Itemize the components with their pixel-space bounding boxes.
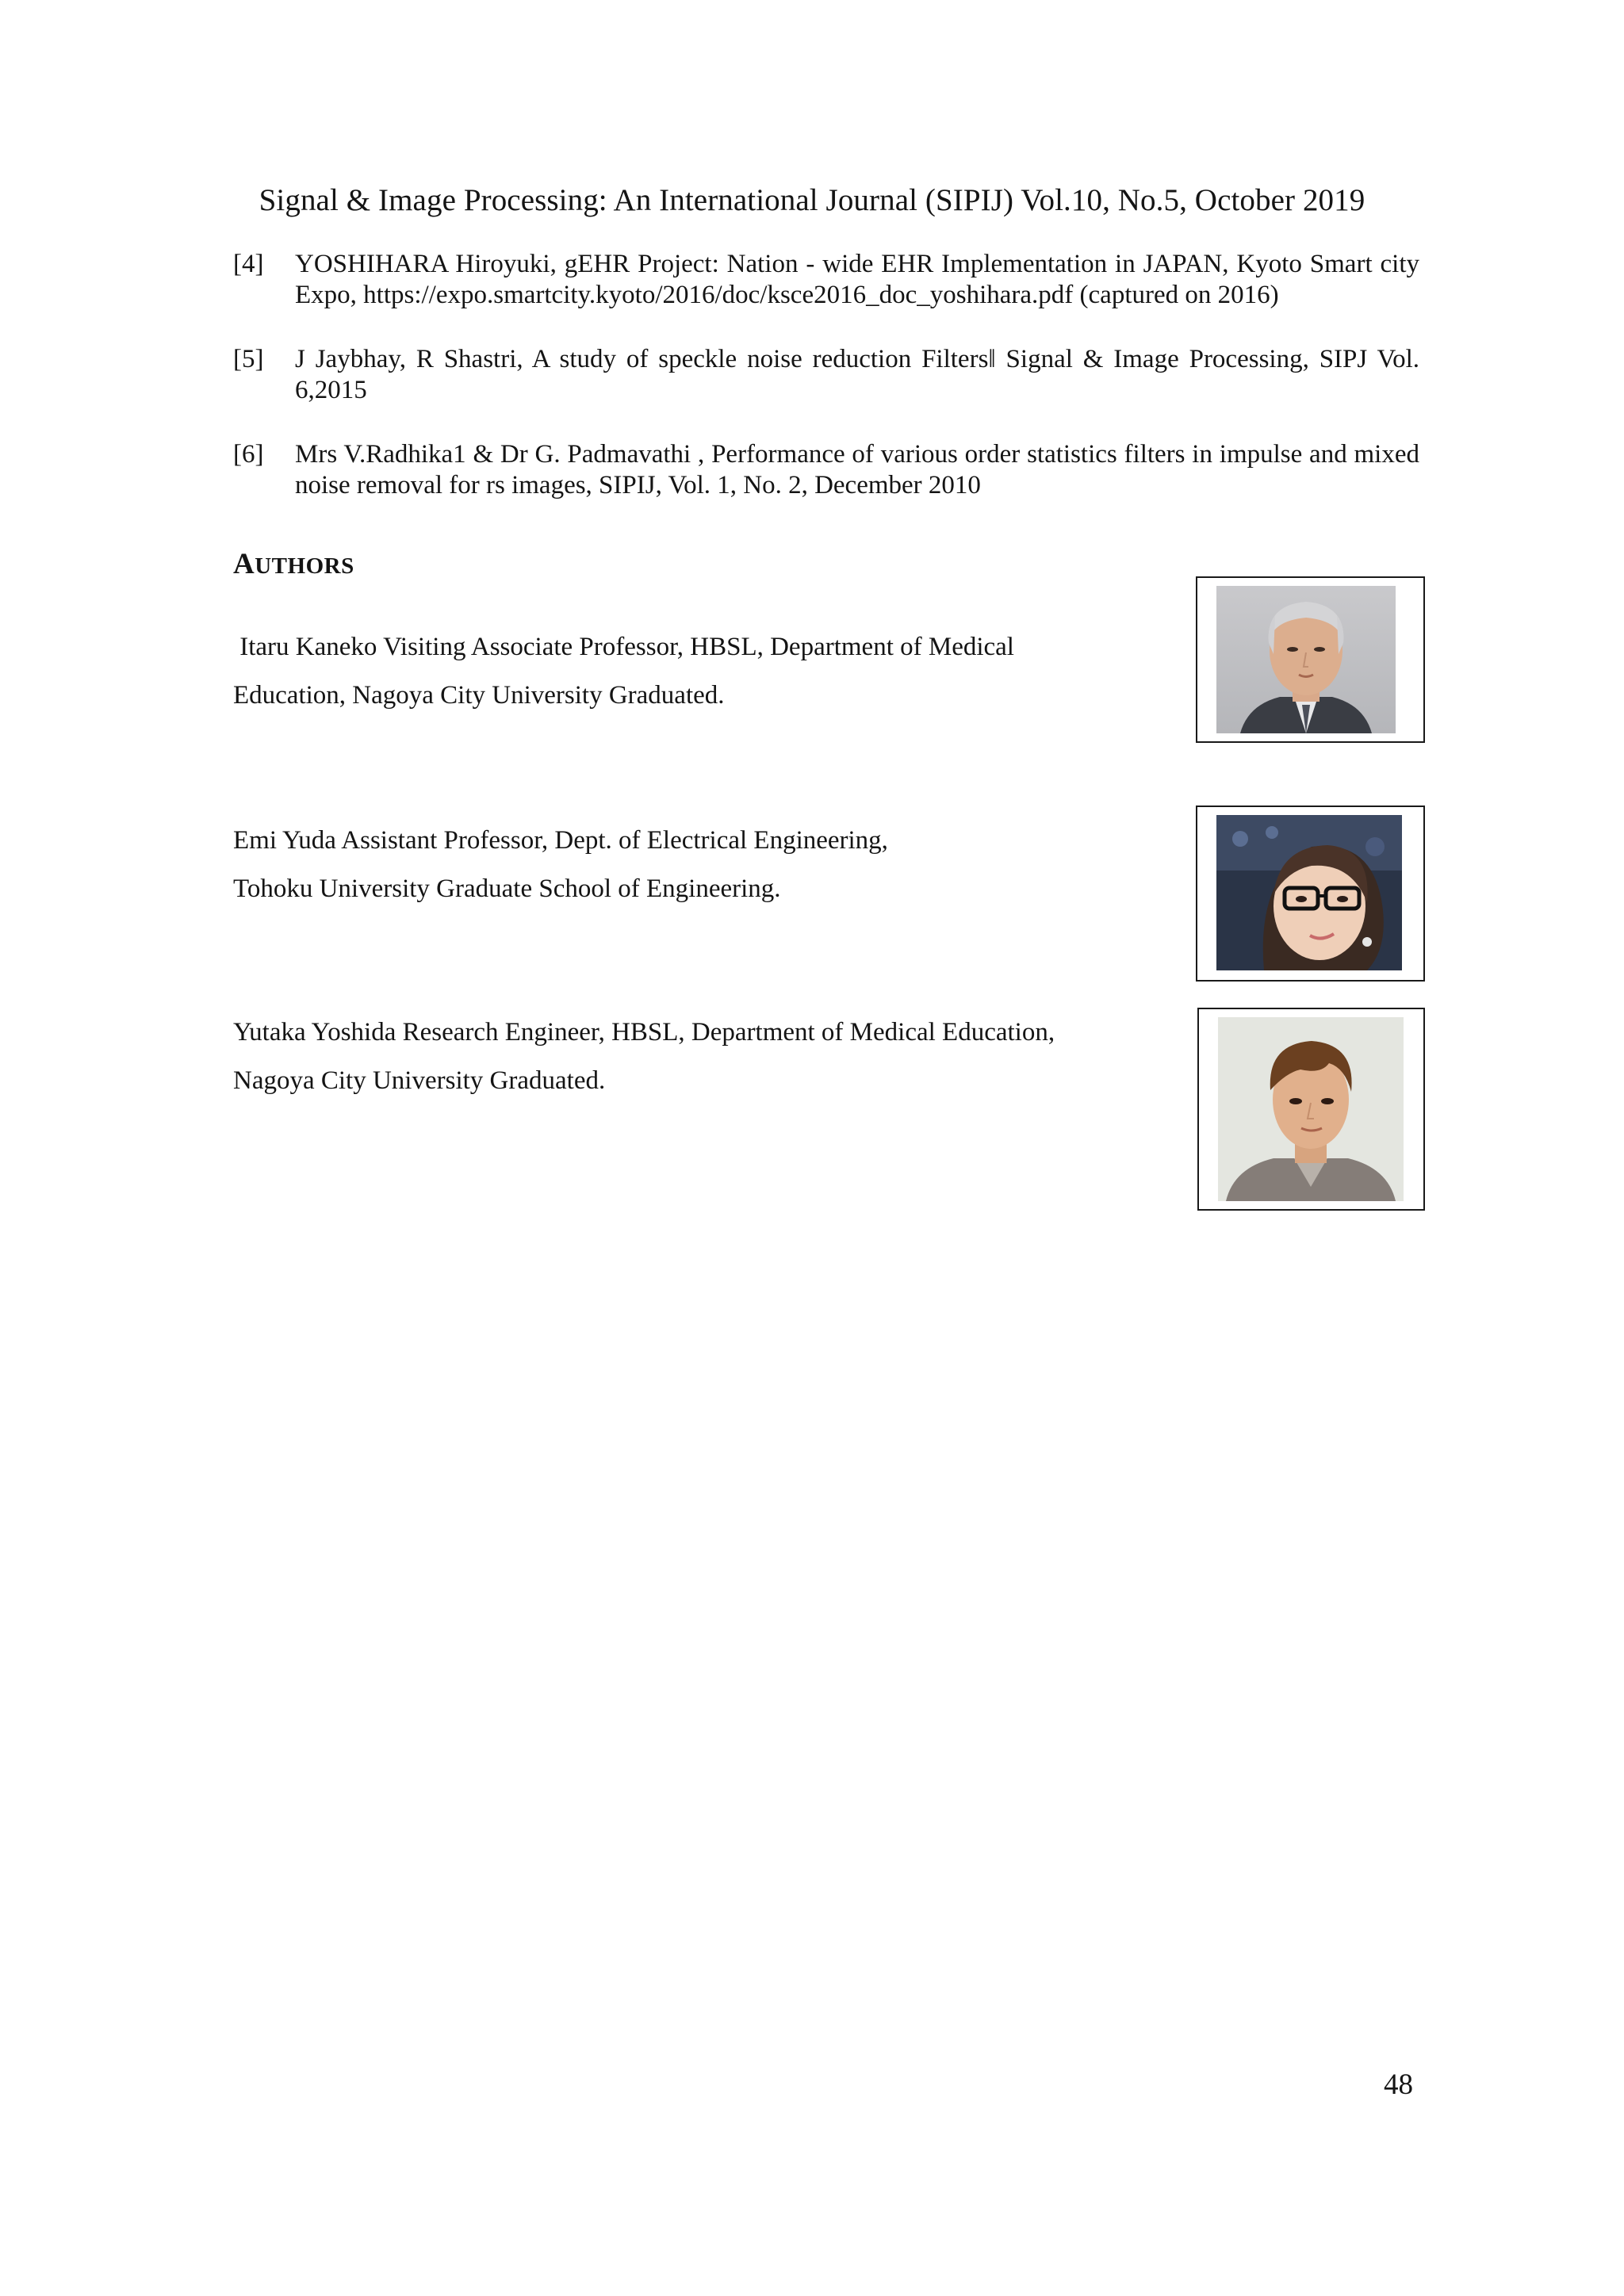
authors-heading [233, 547, 354, 581]
author-bio-line: Education, Nagoya City University Graduated. [233, 681, 725, 710]
reference-item [233, 439, 1419, 501]
portrait-image [1216, 586, 1396, 733]
author-photo-frame [1196, 576, 1425, 743]
reference-item [233, 344, 1419, 406]
portrait-image [1216, 815, 1402, 970]
author-bio-line: Emi Yuda Assistant Professor, Dept. of Electrical Engineering, [233, 826, 888, 855]
reference-text: YOSHIHARA Hiroyuki, gEHR Project: Nation - wide EHR Implementation in JAPAN, Kyoto Smart city Expo, https://expo.smartcity.kyoto/2016/doc/ksce2016_doc_yoshihara.pdf (captured on 2016) [295, 250, 1419, 309]
authors-heading-rest: UTHORS [255, 553, 354, 579]
author-bio-line: Nagoya City University Graduated. [233, 1066, 606, 1095]
reference-number: [6] [233, 440, 264, 469]
author-photo [1216, 815, 1402, 970]
reference-text: J Jaybhay, R Shastri, A study of speckle noise reduction Filters‖ Signal & Image Processing, SIPJ Vol. 6,2015 [295, 345, 1419, 404]
references-list [233, 249, 1419, 534]
author-photo [1218, 1017, 1404, 1201]
author-photo-frame [1196, 806, 1425, 982]
author-bio [233, 1008, 1055, 1105]
authors-heading-initial: A [233, 548, 255, 580]
reference-text: Mrs V.Radhika1 & Dr G. Padmavathi , Performance of various order statistics filters in impulse and mixed noise removal for rs images, SIPIJ, Vol. 1, No. 2, December 2010 [295, 440, 1419, 499]
author-bio-line: Itaru Kaneko Visiting Associate Professor, HBSL, Department of Medical [233, 633, 1014, 661]
author-photo-frame [1197, 1008, 1425, 1211]
author-bio-line: Yutaka Yoshida Research Engineer, HBSL, Department of Medical Education, [233, 1018, 1055, 1047]
running-header: Signal & Image Processing: An International Journal (SIPIJ) Vol.10, No.5, October 2019 [259, 183, 1365, 217]
reference-number: [5] [233, 345, 264, 373]
reference-number: [4] [233, 250, 264, 278]
author-bio-line: Tohoku University Graduate School of Engineering. [233, 874, 781, 903]
author-photo [1216, 586, 1396, 733]
reference-item [233, 249, 1419, 311]
portrait-image [1218, 1017, 1404, 1201]
author-bio [233, 623, 1014, 720]
page-number: 48 [1384, 2068, 1413, 2101]
author-bio [233, 817, 888, 913]
